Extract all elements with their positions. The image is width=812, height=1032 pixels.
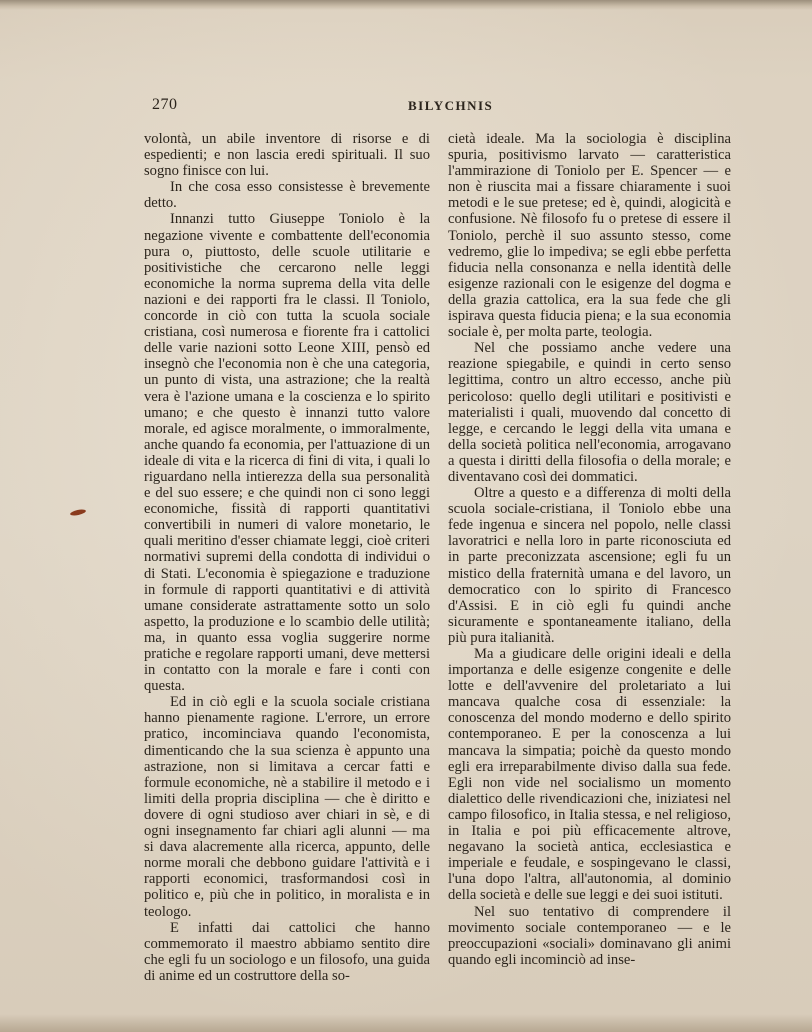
paragraph: volontà, un abile inventore di risorse e di espedienti; e non lascia eredi spirituali. Il suo sogno finisce con lui. — [144, 131, 430, 180]
page-header — [148, 96, 668, 116]
paragraph: E infatti dai cattolici che hanno commemorato il maestro abbiamo sentito dire che egli fu un sociologo e un filosofo, una guida di anime ed un costruttore della so- — [144, 919, 430, 984]
paragraph: Ed in ciò egli e la scuola sociale cristiana hanno pienamente ragione. L'errore, un errore pratico, incominciava quando l'economista, dimenticando che la sua scienza è appunto una astrazione, non si limitava a cercar fatti e formule economiche, nè a stabilire il metodo e i limiti della propria disciplina — che è diritto e dovere di ogni studioso aver chiari in sè, e di ogni insegnamento far chiari agli alunni — ma si dava alacremente alla ricerca, appunto, delle norme morali che debbono guidare l'attività e i rapporti economici, trasformandosi così in politico e, più che in politico, in moralista e in teologo. — [144, 694, 430, 920]
ink-stain — [70, 508, 87, 516]
paragraph: Ma a giudicare delle origini ideali e della importanza e delle esigenze congenite e delle lotte e dell'avvenire del proletariato a lui mancava qualche cosa di essenziale: la conoscenza del mondo moderno e dello spirito contemporaneo. E per la conoscenza a lui mancava la simpatia; poichè da questo mondo egli era irreparabilmente diviso dalla sua fede. Egli non vide nel socialismo un momento dialettico delle rivendicazioni che, iniziatesi nel campo filosofico, in Italia stessa, e nel religioso, in Italia e poi più efficacemente altrove, negavano la società antica, ecclesiastica e imperiale e feudale, e sospingevano le classi, l'una dopo l'altra, all'autonomia, al dominio della società e delle sue leggi e dei suoi istituti. — [448, 646, 731, 904]
right-column — [448, 131, 731, 968]
left-column — [144, 131, 430, 984]
paragraph: cietà ideale. Ma la sociologia è disciplina spuria, positivismo larvato — caratteristica l'ammirazione di Toniolo per E. Spencer — e non è riuscita mai a fissare chiaramente i suoi metodi e le sue pretese; ed è, quindi, alogicità e confusione. Nè filosofo fu o pretese di essere il Toniolo, perchè il suo assunto stesso, come vedremo, glie lo impediva; se egli ebbe perfetta fiducia nella consonanza e nella identità delle esigenze razionali con le esigenze del dogma e della grazia cattolica, era la sua fede che gli ispirava questa fiducia piena; e la sua economia sociale è, per molta parte, teologia. — [448, 131, 731, 341]
paragraph: Nel che possiamo anche vedere una reazione spiegabile, e quindi in certo senso legittima, contro un altro eccesso, anche più pericoloso: quello degli utilitari e positivisti e materialisti i quali, muovendo dal concetto di legge, e cercando le leggi della vita umana e della società politica nell'economia, arrogavano a questa i diritti della filosofia o della morale; e diventavano così dei dommatici. — [448, 340, 731, 485]
paragraph: In che cosa esso consistesse è brevemente detto. — [144, 179, 430, 212]
running-head: BILYCHNIS — [408, 98, 494, 113]
page-number: 270 — [152, 96, 178, 113]
paragraph: Innanzi tutto Giuseppe Toniolo è la negazione vivente e combattente dell'economia pura o, piuttosto, delle scuole utilitarie e positivistiche che cercarono nelle leggi economiche la norma suprema della vita delle nazioni e dei rapporti fra le classi. Il Toniolo, concorde in ciò con tutta la scuola sociale cristiana, così numerosa e fiorente fra i cattolici delle varie nazioni sotto Leone XIII, pensò ed insegnò che l'economia non è che una categoria, un punto di vista, una astrazione; che la realtà vera è l'azione umana e la coscienza e lo spirito umano; e che questo è innanzi tutto valore morale, ed agisce moralmente, o immoralmente, anche quando fa economia, per l'attuazione di un ideale di vita e la ricerca di fini di vita, i quali lo riguardano nella intierezza della sua personalità e del suo essere; e che quindi non ci sono leggi economiche, fissità di rapporti quantitativi convertibili in numeri di valore monetario, le quali meritino d'esser chiamate leggi, cioè criteri normativi supremi della condotta di individui o di Stati. L'economia è spiegazione e traduzione in formule di rapporti quantitativi e di attività umane considerate astrattamente sotto un solo aspetto, la produzione e lo scambio delle utilità; ma, in quanto essa voglia suggerire norme pratiche e regolare rapporti umani, deve mettersi in contatto con la morale e fare i conti con questa. — [144, 211, 430, 695]
page-top-edge — [0, 0, 812, 10]
page-bottom-edge — [0, 1014, 812, 1032]
paragraph: Oltre a questo e a differenza di molti della scuola sociale-cristiana, il Toniolo ebbe una fede ingenua e sincera nel popolo, nelle classi lavoratrici e nella loro in parte riconosciuta ed in parte preconizzata ascensione; egli fu un mistico della fraternità umana e del lavoro, un democratico con lo spirito di Francesco d'Assisi. E in ciò egli fu quindi anche sicuramente e spontaneamente italiano, della più pura italianità. — [448, 485, 731, 646]
paragraph: Nel suo tentativo di comprendere il movimento sociale contemporaneo — e le preoccupazioni «sociali» dominavano gli animi quando egli incominciò ad inse- — [448, 903, 731, 968]
